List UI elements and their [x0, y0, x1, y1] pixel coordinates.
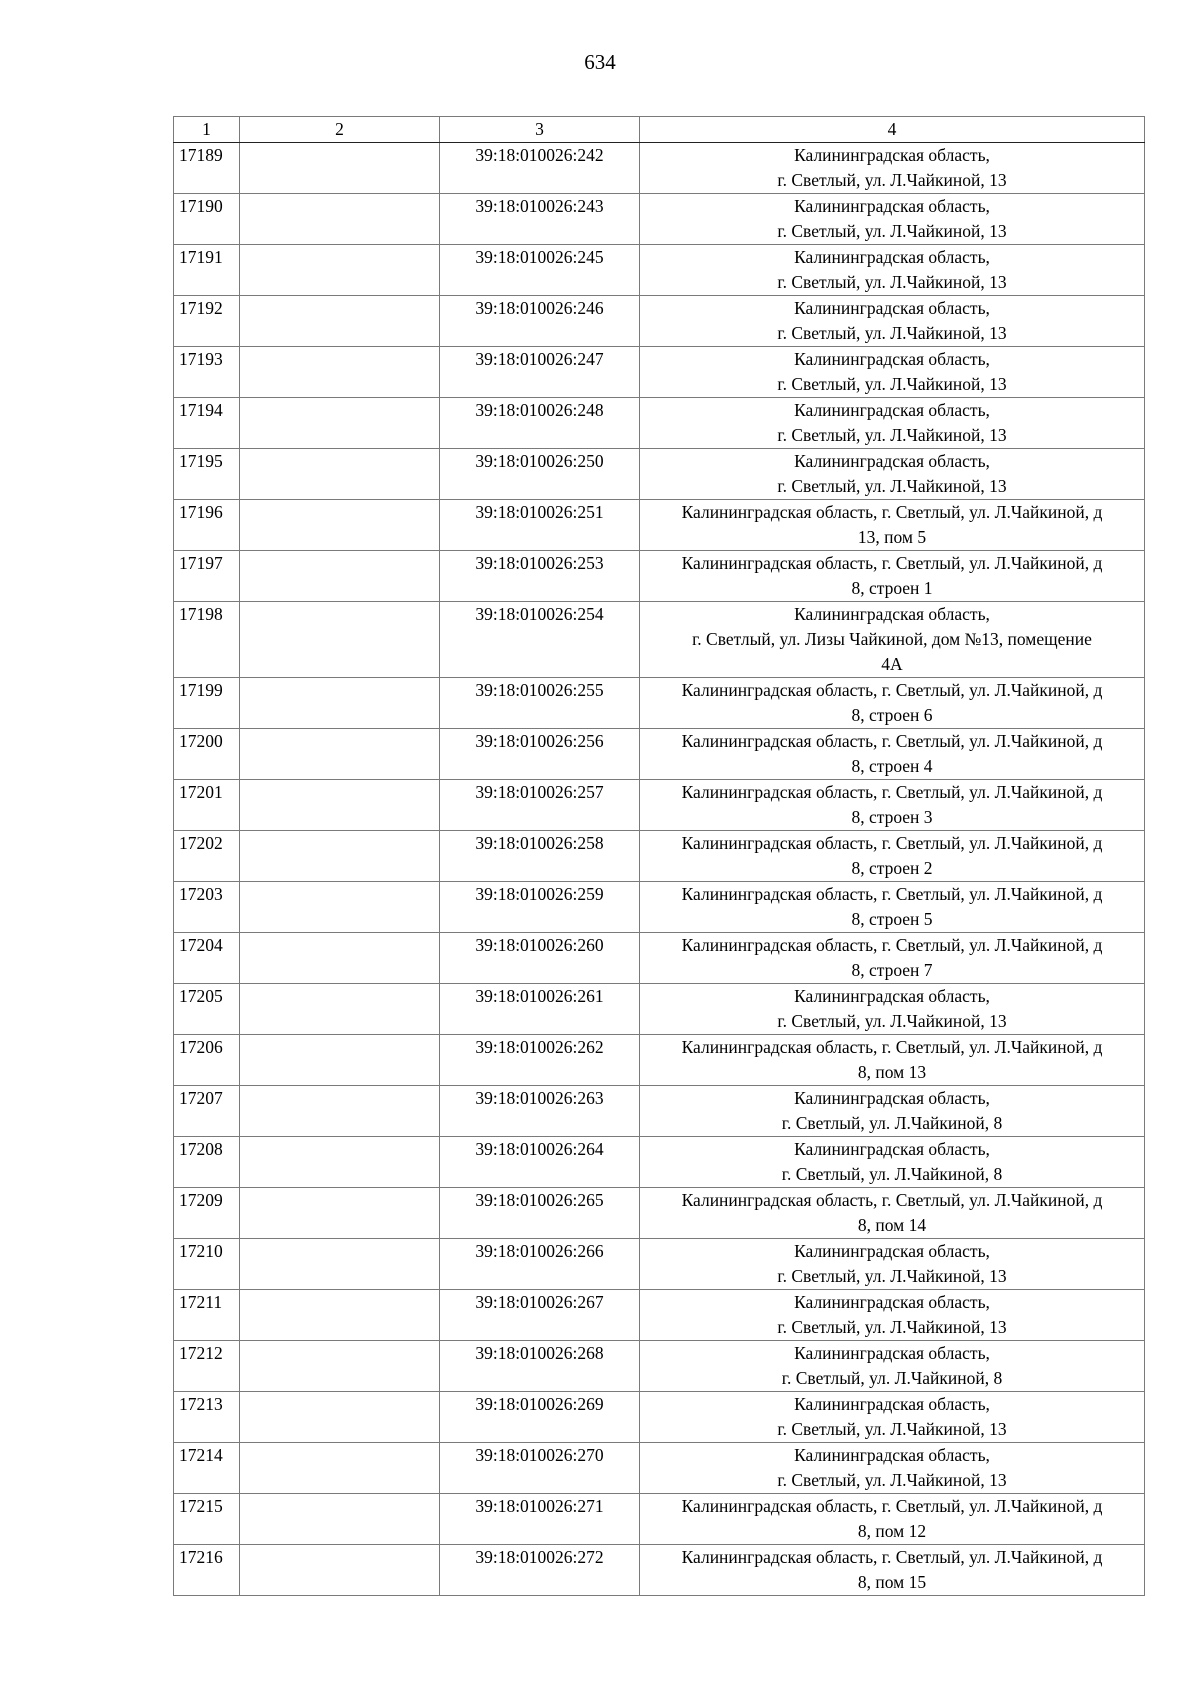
row-number-cell: 17197 — [174, 551, 240, 602]
cadastral-number-cell: 39:18:010026:268 — [440, 1341, 640, 1392]
address-cell: Калининградская область, г. Светлый, ул. Л.Чайкиной, 8 — [640, 1341, 1145, 1392]
table-body — [174, 143, 1145, 1596]
address-cell: Калининградская область, г. Светлый, ул. Л.Чайкиной, д 8, строен 7 — [640, 933, 1145, 984]
owner-cell — [240, 1035, 440, 1086]
table-row — [174, 1545, 1145, 1596]
cadastral-number-cell: 39:18:010026:265 — [440, 1188, 640, 1239]
header-col-1: 1 — [174, 117, 240, 143]
row-number-cell: 17195 — [174, 449, 240, 500]
owner-cell — [240, 1545, 440, 1596]
table-row — [174, 1035, 1145, 1086]
row-number-cell: 17191 — [174, 245, 240, 296]
table-row — [174, 1494, 1145, 1545]
cadastral-number-cell: 39:18:010026:260 — [440, 933, 640, 984]
table-row — [174, 1137, 1145, 1188]
owner-cell — [240, 449, 440, 500]
cadastral-number-cell: 39:18:010026:250 — [440, 449, 640, 500]
owner-cell — [240, 500, 440, 551]
owner-cell — [240, 1443, 440, 1494]
address-cell: Калининградская область, г. Светлый, ул. Л.Чайкиной, 13 — [640, 449, 1145, 500]
header-col-2: 2 — [240, 117, 440, 143]
cadastral-number-cell: 39:18:010026:243 — [440, 194, 640, 245]
table-row — [174, 1086, 1145, 1137]
row-number-cell: 17189 — [174, 143, 240, 194]
row-number-cell: 17210 — [174, 1239, 240, 1290]
address-cell: Калининградская область, г. Светлый, ул. Л.Чайкиной, д 8, пом 14 — [640, 1188, 1145, 1239]
table-row — [174, 1239, 1145, 1290]
address-cell: Калининградская область, г. Светлый, ул. Л.Чайкиной, 13 — [640, 245, 1145, 296]
table-row — [174, 602, 1145, 678]
owner-cell — [240, 602, 440, 678]
table-row — [174, 933, 1145, 984]
address-cell: Калининградская область, г. Светлый, ул. Л.Чайкиной, д 8, строен 1 — [640, 551, 1145, 602]
row-number-cell: 17204 — [174, 933, 240, 984]
address-cell: Калининградская область, г. Светлый, ул. Л.Чайкиной, 8 — [640, 1086, 1145, 1137]
row-number-cell: 17198 — [174, 602, 240, 678]
cadastral-number-cell: 39:18:010026:261 — [440, 984, 640, 1035]
table-row — [174, 347, 1145, 398]
owner-cell — [240, 1290, 440, 1341]
cadastral-number-cell: 39:18:010026:266 — [440, 1239, 640, 1290]
table-row — [174, 551, 1145, 602]
owner-cell — [240, 831, 440, 882]
table-row — [174, 780, 1145, 831]
address-cell: Калининградская область, г. Светлый, ул. Л.Чайкиной, 13 — [640, 1443, 1145, 1494]
row-number-cell: 17206 — [174, 1035, 240, 1086]
table-row — [174, 245, 1145, 296]
cadastral-number-cell: 39:18:010026:270 — [440, 1443, 640, 1494]
owner-cell — [240, 882, 440, 933]
cadastral-number-cell: 39:18:010026:251 — [440, 500, 640, 551]
owner-cell — [240, 678, 440, 729]
owner-cell — [240, 984, 440, 1035]
owner-cell — [240, 1239, 440, 1290]
cadastral-number-cell: 39:18:010026:247 — [440, 347, 640, 398]
owner-cell — [240, 780, 440, 831]
registry-table — [173, 116, 1145, 1596]
cadastral-number-cell: 39:18:010026:253 — [440, 551, 640, 602]
row-number-cell: 17211 — [174, 1290, 240, 1341]
address-cell: Калининградская область, г. Светлый, ул. Л.Чайкиной, 13 — [640, 984, 1145, 1035]
row-number-cell: 17216 — [174, 1545, 240, 1596]
owner-cell — [240, 729, 440, 780]
table-row — [174, 1392, 1145, 1443]
address-cell: Калининградская область, г. Светлый, ул. Л.Чайкиной, д 8, пом 12 — [640, 1494, 1145, 1545]
table-row — [174, 500, 1145, 551]
address-cell: Калининградская область, г. Светлый, ул. Л.Чайкиной, 13 — [640, 1392, 1145, 1443]
cadastral-number-cell: 39:18:010026:242 — [440, 143, 640, 194]
table-row — [174, 678, 1145, 729]
cadastral-number-cell: 39:18:010026:272 — [440, 1545, 640, 1596]
cadastral-number-cell: 39:18:010026:245 — [440, 245, 640, 296]
address-cell: Калининградская область, г. Светлый, ул. Л.Чайкиной, 8 — [640, 1137, 1145, 1188]
row-number-cell: 17199 — [174, 678, 240, 729]
row-number-cell: 17213 — [174, 1392, 240, 1443]
table-row — [174, 194, 1145, 245]
header-row — [174, 117, 1145, 143]
address-cell: Калининградская область, г. Светлый, ул. Л.Чайкиной, 13 — [640, 347, 1145, 398]
row-number-cell: 17201 — [174, 780, 240, 831]
table-row — [174, 1443, 1145, 1494]
address-cell: Калининградская область, г. Светлый, ул. Л.Чайкиной, д 8, строен 2 — [640, 831, 1145, 882]
cadastral-number-cell: 39:18:010026:262 — [440, 1035, 640, 1086]
table-row — [174, 1341, 1145, 1392]
row-number-cell: 17203 — [174, 882, 240, 933]
cadastral-number-cell: 39:18:010026:257 — [440, 780, 640, 831]
row-number-cell: 17194 — [174, 398, 240, 449]
row-number-cell: 17212 — [174, 1341, 240, 1392]
owner-cell — [240, 194, 440, 245]
owner-cell — [240, 347, 440, 398]
address-cell: Калининградская область, г. Светлый, ул. Л.Чайкиной, 13 — [640, 1290, 1145, 1341]
cadastral-number-cell: 39:18:010026:271 — [440, 1494, 640, 1545]
cadastral-number-cell: 39:18:010026:259 — [440, 882, 640, 933]
owner-cell — [240, 1086, 440, 1137]
owner-cell — [240, 551, 440, 602]
owner-cell — [240, 1188, 440, 1239]
owner-cell — [240, 296, 440, 347]
row-number-cell: 17214 — [174, 1443, 240, 1494]
table-row — [174, 729, 1145, 780]
owner-cell — [240, 245, 440, 296]
address-cell: Калининградская область, г. Светлый, ул. Л.Чайкиной, 13 — [640, 296, 1145, 347]
row-number-cell: 17190 — [174, 194, 240, 245]
owner-cell — [240, 1392, 440, 1443]
page-number: 634 — [584, 50, 616, 74]
cadastral-number-cell: 39:18:010026:263 — [440, 1086, 640, 1137]
address-cell: Калининградская область, г. Светлый, ул. Л.Чайкиной, 13 — [640, 398, 1145, 449]
owner-cell — [240, 1341, 440, 1392]
cadastral-number-cell: 39:18:010026:246 — [440, 296, 640, 347]
address-cell: Калининградская область, г. Светлый, ул. Л.Чайкиной, 13 — [640, 1239, 1145, 1290]
table-row — [174, 831, 1145, 882]
row-number-cell: 17209 — [174, 1188, 240, 1239]
cadastral-number-cell: 39:18:010026:269 — [440, 1392, 640, 1443]
owner-cell — [240, 143, 440, 194]
address-cell: Калининградская область, г. Светлый, ул. Л.Чайкиной, д 8, строен 4 — [640, 729, 1145, 780]
table-row — [174, 449, 1145, 500]
row-number-cell: 17202 — [174, 831, 240, 882]
address-cell: Калининградская область, г. Светлый, ул. Л.Чайкиной, д 13, пом 5 — [640, 500, 1145, 551]
address-cell: Калининградская область, г. Светлый, ул. Л.Чайкиной, 13 — [640, 143, 1145, 194]
row-number-cell: 17193 — [174, 347, 240, 398]
cadastral-number-cell: 39:18:010026:256 — [440, 729, 640, 780]
row-number-cell: 17205 — [174, 984, 240, 1035]
address-cell: Калининградская область, г. Светлый, ул. Л.Чайкиной, д 8, строен 6 — [640, 678, 1145, 729]
row-number-cell: 17207 — [174, 1086, 240, 1137]
row-number-cell: 17192 — [174, 296, 240, 347]
table-row — [174, 398, 1145, 449]
row-number-cell: 17208 — [174, 1137, 240, 1188]
table-header — [174, 117, 1145, 143]
owner-cell — [240, 1494, 440, 1545]
row-number-cell: 17200 — [174, 729, 240, 780]
address-cell: Калининградская область, г. Светлый, ул. Л.Чайкиной, д 8, строен 3 — [640, 780, 1145, 831]
row-number-cell: 17196 — [174, 500, 240, 551]
table-row — [174, 1290, 1145, 1341]
cadastral-number-cell: 39:18:010026:258 — [440, 831, 640, 882]
header-col-4: 4 — [640, 117, 1145, 143]
owner-cell — [240, 1137, 440, 1188]
table-row — [174, 1188, 1145, 1239]
cadastral-number-cell: 39:18:010026:255 — [440, 678, 640, 729]
address-cell: Калининградская область, г. Светлый, ул. Л.Чайкиной, д 8, пом 15 — [640, 1545, 1145, 1596]
header-col-3: 3 — [440, 117, 640, 143]
table-row — [174, 143, 1145, 194]
cadastral-number-cell: 39:18:010026:264 — [440, 1137, 640, 1188]
cadastral-number-cell: 39:18:010026:248 — [440, 398, 640, 449]
owner-cell — [240, 933, 440, 984]
address-cell: Калининградская область, г. Светлый, ул. Л.Чайкиной, д 8, пом 13 — [640, 1035, 1145, 1086]
table-row — [174, 296, 1145, 347]
address-cell: Калининградская область, г. Светлый, ул. Л.Чайкиной, д 8, строен 5 — [640, 882, 1145, 933]
cadastral-number-cell: 39:18:010026:267 — [440, 1290, 640, 1341]
owner-cell — [240, 398, 440, 449]
table-row — [174, 882, 1145, 933]
address-cell: Калининградская область, г. Светлый, ул. Лизы Чайкиной, дом №13, помещение 4А — [640, 602, 1145, 678]
cadastral-number-cell: 39:18:010026:254 — [440, 602, 640, 678]
row-number-cell: 17215 — [174, 1494, 240, 1545]
address-cell: Калининградская область, г. Светлый, ул. Л.Чайкиной, 13 — [640, 194, 1145, 245]
table-row — [174, 984, 1145, 1035]
